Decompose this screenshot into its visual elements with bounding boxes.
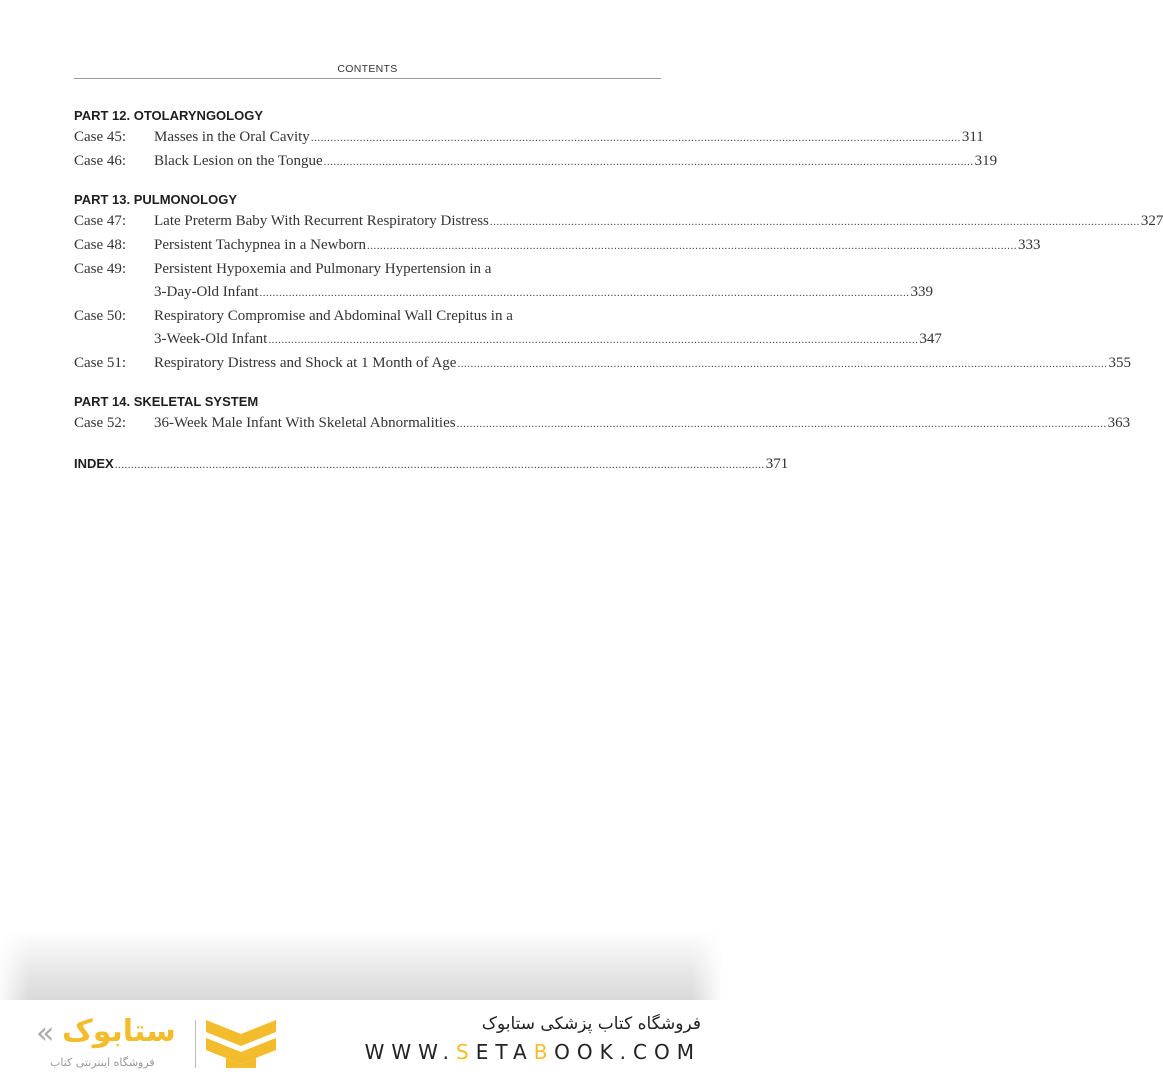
toc-entry[interactable] <box>74 126 984 150</box>
case-title: Masses in the Oral Cavity <box>154 129 310 145</box>
toc-entry[interactable] <box>74 305 942 352</box>
leader-dots <box>490 211 1140 234</box>
index-label: INDEX <box>74 456 114 471</box>
leader-dots <box>311 127 961 150</box>
case-number: Case 50: <box>74 308 127 324</box>
toc-entry[interactable] <box>74 352 1131 376</box>
toc-entry[interactable] <box>74 210 1163 234</box>
url-part: ETA <box>475 1040 534 1064</box>
case-title-cont: 3-Day-Old Infant <box>154 284 259 300</box>
case-number: Case 52: <box>74 415 127 431</box>
case-number: Case 49: <box>74 261 127 277</box>
toc-index-entry[interactable] <box>74 452 789 477</box>
part-title: PART 13. PULMONOLOGY <box>74 192 237 207</box>
case-title: 36-Week Male Infant With Skeletal Abnormalities <box>154 415 456 431</box>
case-number: Case 48: <box>74 237 127 253</box>
case-title: Late Preterm Baby With Recurrent Respiratory Distress <box>154 213 489 229</box>
shadow-edge-right <box>691 930 721 1000</box>
page-number: 327 <box>1140 213 1163 229</box>
page-number: 339 <box>910 284 934 300</box>
double-chevron-icon: « <box>36 1016 55 1051</box>
case-number: Case 46: <box>74 153 127 169</box>
case-title: Respiratory Compromise and Abdominal Wall Crepitus in a <box>154 308 513 324</box>
leader-dots <box>115 454 765 477</box>
url-part: WWW. <box>364 1040 457 1064</box>
case-number: Case 47: <box>74 213 127 229</box>
header-rule <box>74 78 661 79</box>
toc-entry[interactable] <box>74 150 998 174</box>
url-highlight: B <box>533 1040 555 1064</box>
case-number: Case 51: <box>74 355 127 371</box>
leader-dots <box>268 329 918 352</box>
url-part: OOK.COM <box>554 1040 701 1064</box>
toc-entry[interactable] <box>74 258 934 305</box>
page-number: 363 <box>1107 415 1131 431</box>
store-url[interactable] <box>365 1040 701 1064</box>
toc-entry[interactable] <box>74 412 1131 436</box>
part-title: PART 12. OTOLARYNGOLOGY <box>74 108 264 123</box>
case-title: Persistent Tachypnea in a Newborn <box>154 237 366 253</box>
case-title: Black Lesion on the Tongue <box>154 153 323 169</box>
leader-dots <box>367 235 1017 258</box>
store-name: فروشگاه کتاب پزشکی ستابوک <box>481 1014 701 1034</box>
toc-part <box>74 106 998 174</box>
toc-part <box>74 190 1163 376</box>
chevron-badge-icon <box>206 1020 276 1070</box>
page-number: 319 <box>974 153 998 169</box>
leader-dots <box>324 151 974 174</box>
logo-divider <box>195 1020 196 1068</box>
part-title: PART 14. SKELETAL SYSTEM <box>74 394 259 409</box>
page-number: 311 <box>961 129 984 145</box>
table-of-contents <box>74 106 1163 477</box>
page-number: 333 <box>1017 237 1041 253</box>
store-logo <box>30 1014 280 1074</box>
leader-dots <box>260 282 910 305</box>
watermark-footer <box>0 1000 721 1080</box>
shadow-edge-left <box>0 930 30 1000</box>
case-title: Persistent Hypoxemia and Pulmonary Hypertension in a <box>154 261 492 277</box>
page-bottom-shadow <box>0 930 721 1000</box>
page-number: 355 <box>1108 355 1131 371</box>
leader-dots <box>457 353 1107 376</box>
toc-entry[interactable] <box>74 234 1041 258</box>
leader-dots <box>457 413 1107 436</box>
case-title-cont: 3-Week-Old Infant <box>154 331 268 347</box>
running-head: CONTENTS <box>337 63 398 75</box>
page-number: 347 <box>919 331 942 347</box>
toc-part <box>74 392 1131 436</box>
case-title: Respiratory Distress and Shock at 1 Month of Age <box>154 355 457 371</box>
store-branding <box>365 1014 701 1064</box>
logo-subtitle: فروشگاه اینترنتی کتاب <box>50 1056 155 1069</box>
logo-wordmark: ستابوک <box>62 1014 176 1049</box>
page-number: 371 <box>765 456 789 472</box>
case-number: Case 45: <box>74 129 127 145</box>
url-highlight: S <box>456 1040 476 1064</box>
